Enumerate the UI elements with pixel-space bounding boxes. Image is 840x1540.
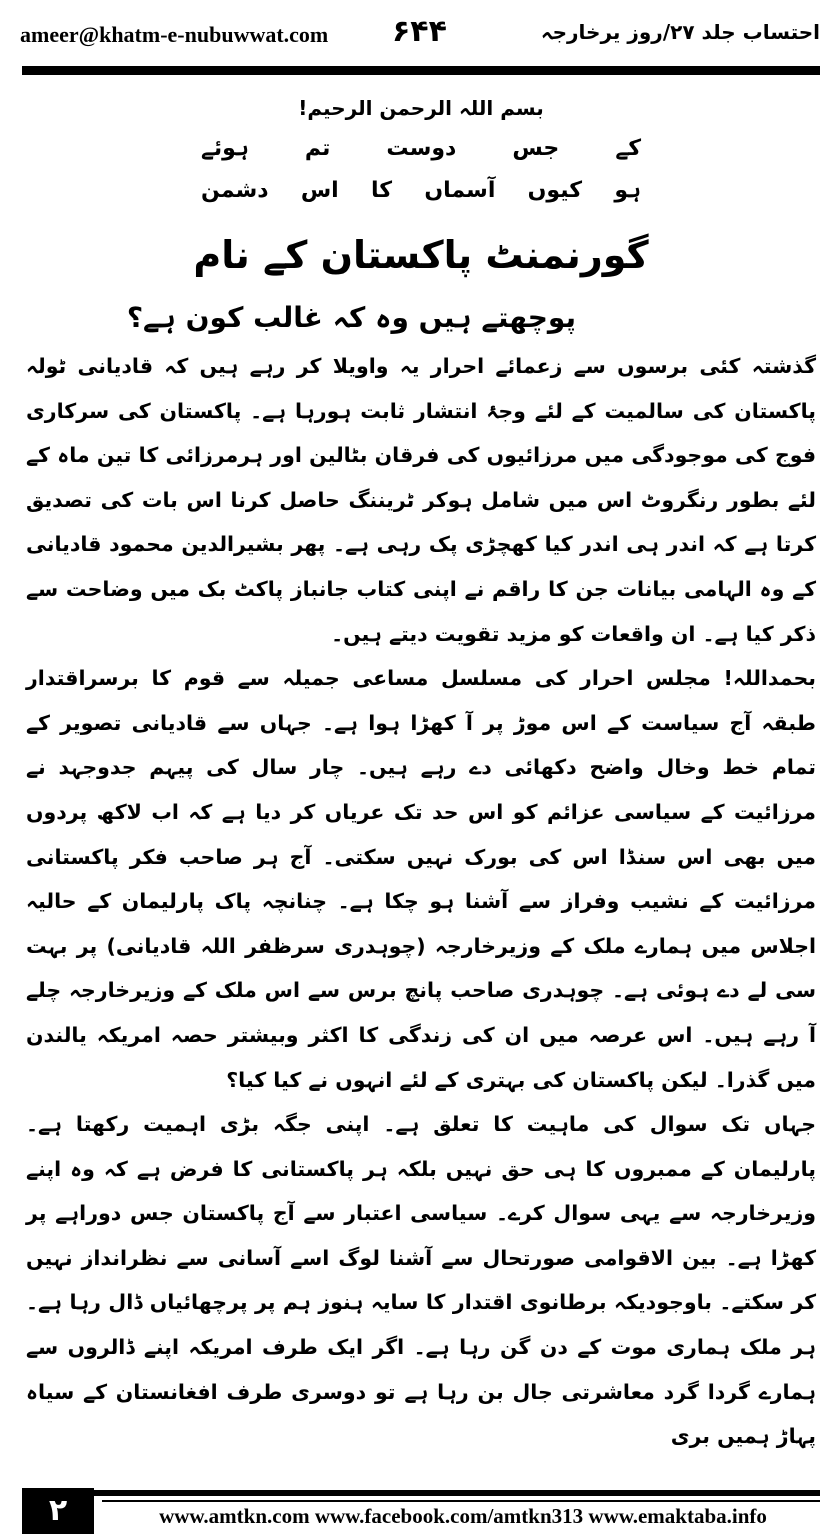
couplet-word: تم — [304, 136, 331, 161]
bismillah: بسم اللہ الرحمن الرحیم! — [298, 96, 544, 120]
couplet-word: دشمن — [201, 178, 269, 203]
page-footer — [22, 1488, 820, 1534]
couplet-word: جس — [512, 136, 560, 161]
header-running-title: احتساب جلد ۲۷/روز یرخارجہ — [540, 20, 820, 44]
couplet-word: کا — [371, 178, 393, 203]
footer-rule-thin — [102, 1500, 820, 1502]
couplet-line-2 — [141, 170, 701, 212]
page-body — [26, 88, 816, 1459]
couplet-word: دوست — [386, 136, 457, 161]
page-header — [20, 14, 820, 58]
footer-urls: www.amtkn.com www.facebook.com/amtkn313 www.emaktaba.info — [159, 1504, 767, 1528]
header-email: ameer@khatm-e-nubuwwat.com — [20, 22, 329, 47]
paragraph-1: گذشتہ کئی برسوں سے زعمائے احرار یہ واویلا کر رہے ہیں کہ قادیانی ٹولہ پاکستان کی سالمیت کے لئے وجۂ انتشار ثابت ہورہا ہے۔ پاکستان کی سرکاری فوج کی موجودگی میں مرزائیوں کی فرقان بٹالین اور ہرمرزائی کا تین ماہ کے لئے بطور رنگروٹ اس میں شامل ہوکر ٹریننگ حاصل کرنا اس بات کی تصدیق کرتا ہے کہ اندر ہی اندر کیا کھچڑی پک رہی ہے۔ پھر بشیرالدین محمود قادیانی کے وہ الہامی بیانات جن کا راقم نے اپنی کتاب جانباز پاکٹ بک میں وضاحت سے ذکر کیا ہے۔ ان واقعات کو مزید تقویت دیتے ہیں۔ — [26, 354, 816, 646]
couplet-word: کے — [615, 136, 641, 161]
couplet-word: اس — [300, 178, 339, 203]
footer-page-number: ۲ — [22, 1488, 94, 1534]
couplet-word: کیوں — [527, 178, 583, 203]
couplet-line-1 — [141, 128, 701, 170]
couplet-word: ہوئے — [201, 136, 249, 161]
couplet-word: آسماں — [424, 178, 496, 203]
paragraph-2: بحمداللہ! مجلس احرار کی مسلسل مساعی جمیلہ سے قوم کا برسراقتدار طبقہ آج سیاست کے اس موڑ پر آ کھڑا ہوا ہے۔ جہاں سے قادیانی تصویر کے تمام خط وخال واضح دکھائی دے رہے ہیں۔ چار سال کی پیہم جدوجہد نے مرزائیت کے سیاسی عزائم کو اس حد تک عریاں کر دیا ہے کہ اب لاکھ پردوں میں بھی اس سنڈا اس کی بورک نہیں سکتی۔ آج ہر صاحب فکر پاکستانی مرزائیت کے نشیب وفراز سے آشنا ہو چکا ہے۔ چنانچہ پاک پارلیمان کے حالیہ اجلاس میں ہمارے ملک کے وزیرخارجہ (چوہدری سرظفر اللہ قادیانی) پر بہت سی لے دے ہوئی ہے۔ چوہدری صاحب پانچ برس سے اس ملک کے وزیرخارجہ چلے آ رہے ہیں۔ اس عرصہ میں ان کی زندگی کا اکثر وبیشتر حصہ امریکہ یالندن میں گذرا۔ لیکن پاکستان کی بہتری کے لئے انہوں نے کیا کیا؟ — [26, 666, 816, 1092]
paragraph-3: جہاں تک سوال کی ماہیت کا تعلق ہے۔ اپنی جگہ بڑی اہمیت رکھتا ہے۔ پارلیمان کے ممبروں کا ہی حق نہیں بلکہ ہر پاکستانی کا فرض ہے کہ وہ اپنے وزیرخارجہ سے یہی سوال کرے۔ سیاسی اعتبار سے آج پاکستان جس دوراہے پر کھڑا ہے۔ بین الاقوامی صورتحال سے آشنا لوگ اسے آسانی سے نظرانداز نہیں کر سکتے۔ باوجودیکہ برطانوی اقتدار کا سایہ ہنوز ہم پر پرچھائیاں ڈال رہا ہے۔ ہر ملک ہماری موت کے دن گن رہا ہے۔ اگر ایک طرف امریکہ اپنے ڈالروں سے ہمارے گردا گرد معاشرتی جال بن رہا ہے تو دوسری طرف افغانستان کے سیاہ پہاڑ ہمیں بری — [26, 1112, 817, 1449]
footer-rule — [22, 1490, 820, 1496]
article-title: گورنمنٹ پاکستان کے نام — [193, 233, 649, 277]
couplet-word: ہو — [614, 178, 641, 203]
header-rule — [22, 66, 820, 75]
article-subtitle: پوچھتے ہیں وہ کہ غالب کون ہے؟ — [126, 301, 576, 334]
header-page-number: ۶۴۴ — [392, 14, 447, 49]
